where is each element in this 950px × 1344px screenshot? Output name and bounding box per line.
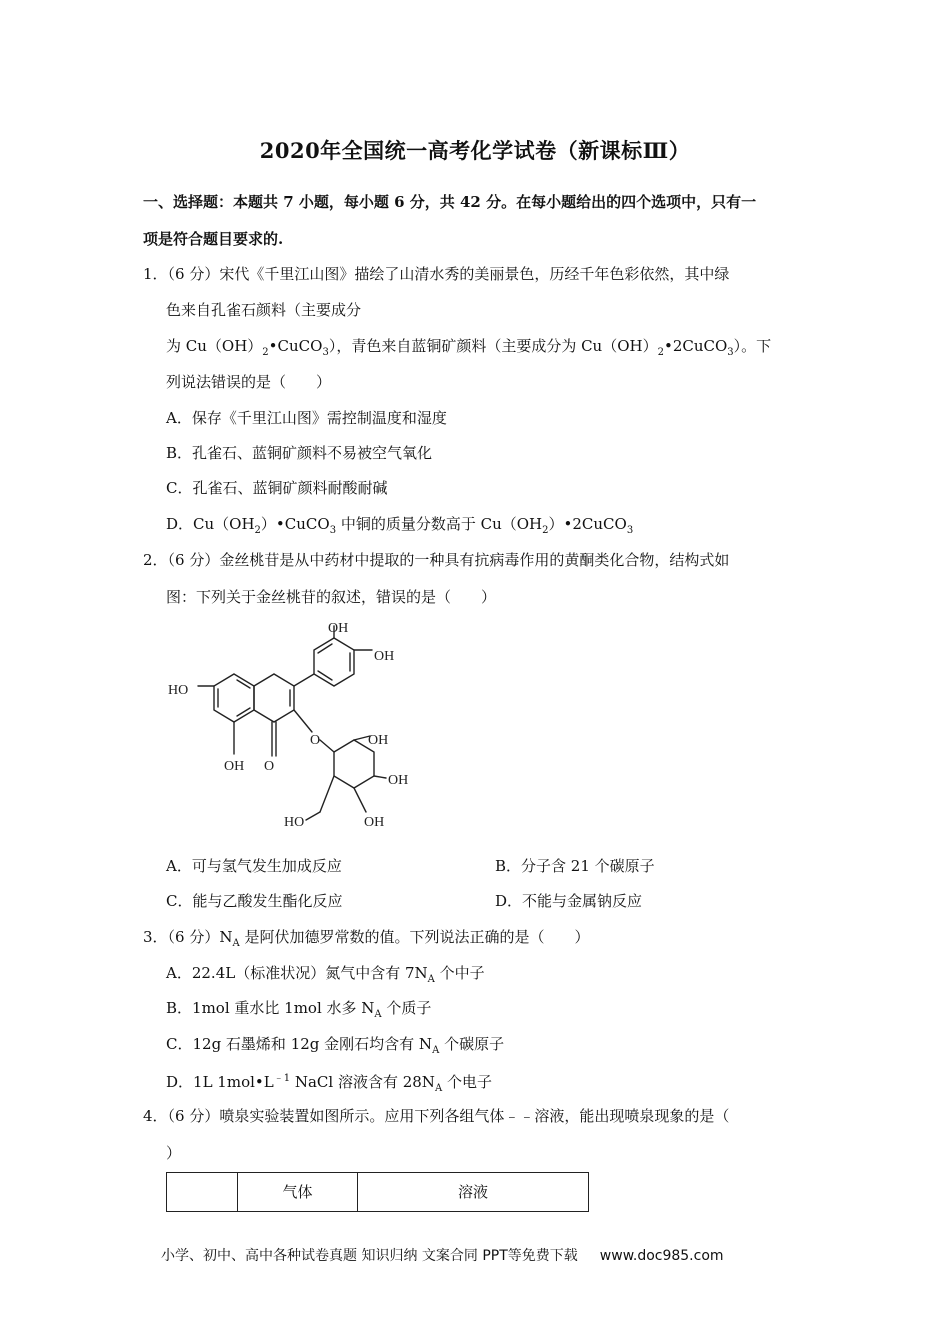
q1-stem-line1: 1．（6 分）宋代《千里江山图》描绘了山清水秀的美丽景色，历经千年色彩依然，其中绿 — [143, 265, 730, 283]
footer — [161, 1245, 724, 1265]
q2-option-c: C．能与乙酸发生酯化反应 — [166, 892, 343, 910]
ho-label: HO — [284, 815, 305, 830]
q1-option-c: C．孔雀石、蓝铜矿颜料耐酸耐碱 — [166, 479, 388, 497]
footer-text: 小学、初中、高中各种试卷真题 知识归纳 文案合同 PPT等免费下载 — [161, 1248, 578, 1264]
o-label: O — [310, 733, 321, 748]
oh-label: OH — [224, 759, 245, 774]
q4-table — [166, 1172, 589, 1212]
oh-label: OH — [374, 649, 395, 664]
q3-option-b: B．1mol 重水比 1mol 水多 $N_A$ 个质子 — [166, 999, 432, 1020]
table-header-cell: 气体 — [238, 1173, 358, 1212]
table-header-cell: 溶液 — [358, 1173, 589, 1212]
section-heading-line2: 项是符合题目要求的. — [143, 230, 284, 248]
ho-label: HO — [168, 683, 189, 698]
q1-stem-line3: 为 $Cu(OH)_2•CuCO_3$），青色来自蓝铜矿颜料（主要成分为 $Cu(OH)_2•2CuCO_3$）。下 — [166, 337, 772, 358]
q2-option-a: A．可与氢气发生加成反应 — [166, 857, 342, 875]
q1-stem-line2: 色来自孔雀石颜料（主要成分 — [166, 301, 362, 319]
hyperoside-structure-diagram — [160, 612, 440, 837]
footer-url: www.doc985.com — [599, 1248, 724, 1264]
q2-stem-line1: 2．（6 分）金丝桃苷是从中药材中提取的一种具有抗病毒作用的黄酮类化合物，结构式如 — [143, 551, 730, 569]
q4-stem-line1: 4．（6 分）喷泉实验装置如图所示。应用下列各组气体﹣﹣溶液，能出现喷泉现象的是（ — [143, 1107, 730, 1125]
oh-label: OH — [368, 733, 389, 748]
q2-option-b: B．分子含 21 个碳原子 — [495, 857, 655, 875]
table-header-cell — [167, 1173, 238, 1212]
section-heading-line1: 一、选择题：本题共 7 小题，每小题 6 分，共 42 分。在每小题给出的四个选项中，只有一 — [143, 193, 757, 211]
q3-option-a: A．22.4L（标准状况）氮气中含有 $7N_A$ 个中子 — [166, 964, 485, 985]
q2-option-d: D．不能与金属钠反应 — [495, 892, 643, 910]
q1-option-d: D．$Cu(OH_2)•CuCO_3$ 中铜的质量分数高于 $Cu(OH_2)•2CuCO_3$ — [166, 515, 634, 536]
oh-label: OH — [364, 815, 385, 830]
q1-option-a: A．保存《千里江山图》需控制温度和湿度 — [166, 409, 447, 427]
q1-stem-line4: 列说法错误的是（ ） — [166, 373, 332, 391]
oh-label: OH — [388, 773, 409, 788]
q3-option-d: D．1L $1mol•L^{﹣1}$ NaCl 溶液含有 $28N_A$ 个电子 — [166, 1073, 492, 1094]
table-row — [167, 1173, 589, 1212]
oh-label: OH — [328, 621, 349, 636]
o-label: O — [264, 759, 275, 774]
q3-stem: 3．（6 分）$N_A$ 是阿伏加德罗常数的值。下列说法正确的是（ ） — [143, 928, 590, 949]
q4-stem-line2: ） — [166, 1144, 182, 1162]
page-title: 2020年全国统一高考化学试卷（新课标Ⅲ） — [259, 138, 691, 163]
q3-option-c: C．12g 石墨烯和 12g 金刚石均含有 $N_A$ 个碳原子 — [166, 1035, 505, 1056]
q2-stem-line2: 图：下列关于金丝桃苷的叙述，错误的是（ ） — [166, 588, 497, 606]
q1-option-b: B．孔雀石、蓝铜矿颜料不易被空气氧化 — [166, 444, 433, 462]
